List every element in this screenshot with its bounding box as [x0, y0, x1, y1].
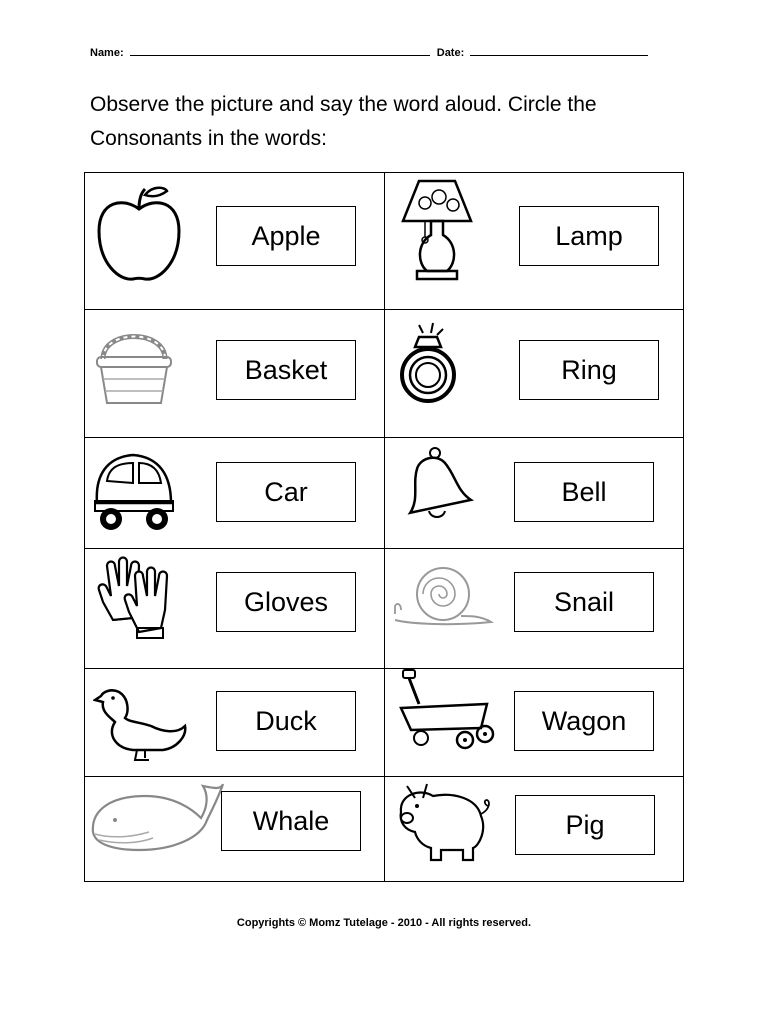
lamp-icon [399, 177, 475, 285]
worksheet-row [85, 668, 683, 777]
word-box-bell[interactable]: Bell [514, 462, 654, 522]
word-box-lamp[interactable]: Lamp [519, 206, 659, 266]
worksheet-row [85, 309, 683, 438]
instructions: Observe the picture and say the word aloud. Circle the Consonants in the words: [90, 93, 597, 150]
duck-icon [93, 682, 189, 766]
car-icon [89, 445, 177, 535]
cell-apple [85, 173, 384, 309]
word-box-pig[interactable]: Pig [515, 795, 655, 855]
name-blank-line[interactable] [130, 46, 430, 56]
whale-icon [89, 780, 225, 854]
word-box-snail[interactable]: Snail [514, 572, 654, 632]
ring-icon [395, 319, 461, 405]
snail-icon [391, 564, 495, 634]
cell-snail [385, 548, 684, 668]
copyright-footer: Copyrights © Momz Tutelage - 2010 - All rights reserved. [236, 917, 532, 929]
word-box-car[interactable]: Car [216, 462, 356, 522]
wagon-icon [397, 668, 497, 752]
worksheet-row [85, 548, 683, 669]
worksheet-grid [84, 172, 684, 882]
word-box-duck[interactable]: Duck [216, 691, 356, 751]
word-box-wagon[interactable]: Wagon [514, 691, 654, 751]
cell-basket [85, 309, 384, 437]
cell-pig [385, 776, 684, 883]
cell-bell [385, 437, 684, 548]
date-blank-line[interactable] [470, 46, 648, 56]
worksheet-row [85, 776, 683, 883]
bell-icon [399, 445, 477, 525]
cell-wagon [385, 668, 684, 776]
cell-duck [85, 668, 384, 776]
word-box-ring[interactable]: Ring [519, 340, 659, 400]
word-box-gloves[interactable]: Gloves [216, 572, 356, 632]
cell-whale [85, 776, 384, 883]
word-box-basket[interactable]: Basket [216, 340, 356, 400]
worksheet-row [85, 437, 683, 549]
word-box-apple[interactable]: Apple [216, 206, 356, 266]
basket-icon [93, 323, 175, 407]
name-date-header [90, 46, 652, 59]
cell-car [85, 437, 384, 548]
cell-gloves [85, 548, 384, 668]
worksheet-row [85, 173, 683, 310]
date-label: Date: [436, 47, 465, 59]
word-box-whale[interactable]: Whale [221, 791, 361, 851]
cell-ring [385, 309, 684, 437]
name-label: Name: [90, 47, 124, 59]
apple-icon [93, 183, 185, 285]
gloves-icon [93, 556, 179, 642]
pig-icon [393, 776, 497, 864]
cell-lamp [385, 173, 684, 309]
